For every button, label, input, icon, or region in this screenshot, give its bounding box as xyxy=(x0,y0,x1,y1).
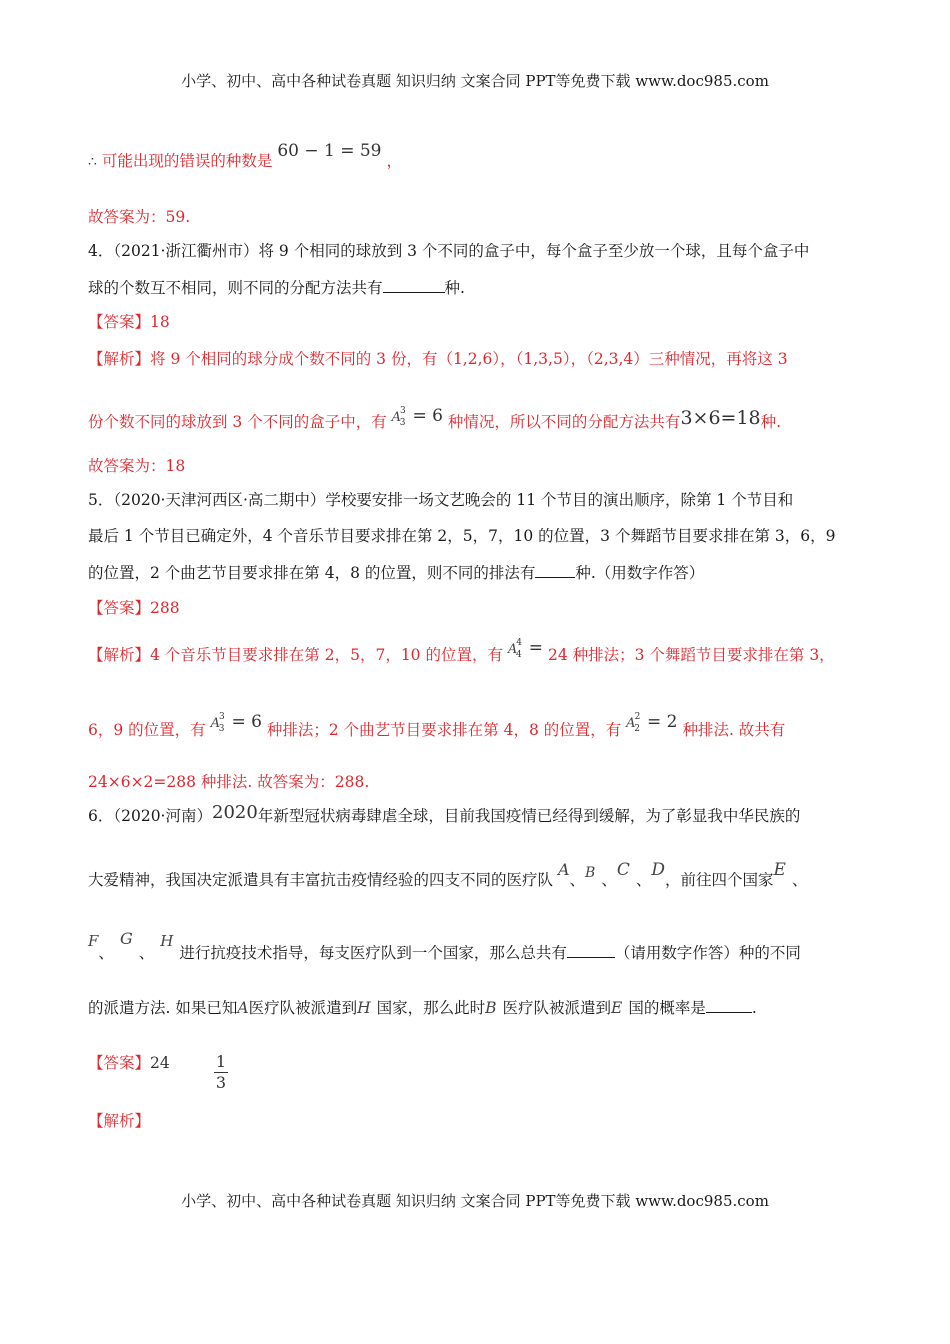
q5-analysis-label: 【解析】 xyxy=(88,646,151,664)
q5-answer-blank xyxy=(535,561,575,578)
q5-dance-formula: $A^3_3 = 6$ xyxy=(210,712,262,734)
q4-analysis-label: 【解析】 xyxy=(88,350,151,368)
fraction-numerator: 1 xyxy=(215,1052,227,1071)
q3-formula: 60 − 1 = 59 xyxy=(277,141,382,161)
q4-analysis-text1: 将 9 个相同的球分成个数不同的 3 份，有（1,2,6），（1,3,5），（2,3,4）三种情况，再将这 3 xyxy=(150,350,788,368)
q6-stem-prefix: 6．（2020·河南） xyxy=(88,807,212,825)
separator: 、 xyxy=(569,871,586,889)
q6-stem-line3 xyxy=(88,929,801,964)
q6-stem-text6: 的派遣方法. 如果已知 xyxy=(88,999,238,1017)
q5-answer-label: 【答案】 xyxy=(88,599,151,617)
q6-answer-value1: 24 xyxy=(150,1054,170,1072)
separator: 、 xyxy=(635,871,652,889)
q4-final-answer: 故答案为：18 xyxy=(88,457,186,475)
q6-period: . xyxy=(751,999,757,1017)
q6-answer-fraction xyxy=(214,1054,228,1091)
fraction-denominator: 3 xyxy=(215,1073,227,1092)
q4-answer-blank xyxy=(383,276,445,293)
q6-count-blank xyxy=(567,941,615,958)
team-a-ref: A xyxy=(237,999,249,1017)
q6-answer-label: 【答案】 xyxy=(88,1054,151,1072)
team-b: B xyxy=(585,865,596,881)
q3-conclusion xyxy=(88,141,402,173)
q6-probability-blank xyxy=(706,996,752,1013)
q6-stem-text2: 大爱精神，我国决定派遣具有丰富抗击疫情经验的四支不同的医疗队 xyxy=(88,871,554,889)
q6-stem-text3: ，前往四个国家 xyxy=(665,871,774,889)
q3-comma: ， xyxy=(386,152,402,170)
q6-stem-line2 xyxy=(88,860,808,892)
q6-stem-text9: 医疗队被派遣到 xyxy=(502,999,612,1017)
country-f: F xyxy=(88,932,99,950)
q5-analysis-line1 xyxy=(88,638,835,669)
q6-stem-line1 xyxy=(88,802,801,827)
separator: 、 xyxy=(98,944,114,962)
q4-stem-suffix: 种. xyxy=(444,279,465,297)
q5-analysis-text3: 6，9 的位置，有 xyxy=(88,721,206,739)
q6-analysis xyxy=(88,1110,150,1132)
team-c: C xyxy=(616,860,630,880)
q6-year: 2020 xyxy=(212,802,258,823)
q4-analysis-text2: 份个数不同的球放到 3 个不同的盒子中，有 xyxy=(88,413,387,431)
q4-analysis-text3: 种情况，所以不同的分配方法共有 xyxy=(447,413,681,431)
q5-analysis-text1: 4 个音乐节目要求排在第 2，5，7，10 的位置，有 xyxy=(150,646,503,664)
page-footer: 小学、初中、高中各种试卷真题 知识归纳 文案合同 PPT等免费下载 www.doc985.com xyxy=(181,1192,769,1210)
separator: 、 xyxy=(791,871,808,889)
therefore-symbol: ∴ xyxy=(88,154,97,170)
q5-opera-formula: $A^2_2 = 2$ xyxy=(626,712,678,734)
q6-stem-text5: （请用数字作答）种的不同 xyxy=(614,944,801,962)
q6-answer xyxy=(88,1052,170,1074)
q5-answer xyxy=(88,597,180,619)
separator: 、 xyxy=(138,944,155,962)
page-header: 小学、初中、高中各种试卷真题 知识归纳 文案合同 PPT等免费下载 www.doc985.com xyxy=(181,72,769,90)
q6-stem-line4 xyxy=(88,996,757,1019)
q4-analysis-text4: 种. xyxy=(760,413,782,431)
q5-analysis-line3: 24×6×2=288 种排法. 故答案为：288. xyxy=(88,773,370,791)
q5-stem-suffix: 种.（用数字作答） xyxy=(575,564,705,582)
q4-arrangement-formula: $A^3_3 = 6$ xyxy=(391,406,443,428)
q6-stem-text1: 年新型冠状病毒肆虐全球，目前我国疫情已经得到缓解，为了彰显我中华民族的 xyxy=(257,807,801,825)
q5-analysis-line2 xyxy=(88,712,786,744)
country-e-ref: E xyxy=(611,999,623,1017)
q6-stem-text4: 进行抗疫技术指导，每支医疗队到一个国家，那么总共有 xyxy=(179,944,567,962)
q6-stem-text8: 国家，那么此时 xyxy=(376,999,486,1017)
q4-stem-line2 xyxy=(88,276,465,299)
country-e: E xyxy=(773,860,786,880)
q3-text: 可能出现的错误的种数是 xyxy=(101,152,273,170)
q5-analysis-text4: 种排法；2 个曲艺节目要求排在第 4，8 的位置，有 xyxy=(266,721,622,739)
q5-music-formula: $A^4_4$ = xyxy=(507,638,544,660)
q4-answer-label: 【答案】 xyxy=(88,313,151,331)
team-a: A xyxy=(557,860,570,879)
q4-analysis-line1 xyxy=(88,348,788,370)
q5-stem-line3 xyxy=(88,561,704,584)
separator: 、 xyxy=(601,871,617,889)
country-h: H xyxy=(160,932,174,950)
q4-analysis-line2 xyxy=(88,406,782,436)
q4-stem-text: 球的个数互不相同，则不同的分配方法共有 xyxy=(88,279,383,297)
q3-final-answer: 故答案为：59. xyxy=(88,208,191,226)
q4-product-formula: 3×6=18 xyxy=(680,407,761,429)
q4-answer-value: 18 xyxy=(150,313,170,331)
q5-stem-line2: 最后 1 个节目已确定外，4 个音乐节目要求排在第 2，5，7，10 的位置，3 个舞蹈节目要求排在第 3，6，9 xyxy=(88,527,836,545)
team-b-ref: B xyxy=(485,999,497,1017)
q4-stem-line1: 4．（2021·浙江衢州市）将 9 个相同的球放到 3 个不同的盒子中，每个盒子至少放一个球，且每个盒子中 xyxy=(88,242,810,260)
q5-analysis-text2: 24 种排法；3 个舞蹈节目要求排在第 3， xyxy=(547,646,835,664)
q5-answer-value: 288 xyxy=(150,599,180,617)
q5-stem-line1: 5．（2020·天津河西区·高二期中）学校要安排一场文艺晚会的 11 个节目的演出顺序，除第 1 个节目和 xyxy=(88,491,794,509)
q6-stem-text7: 医疗队被派遣到 xyxy=(248,999,358,1017)
q6-stem-text10: 国的概率是 xyxy=(628,999,706,1017)
q4-answer xyxy=(88,311,170,333)
country-g: G xyxy=(119,929,133,948)
country-h-ref: H xyxy=(357,999,371,1017)
q5-stem-text: 的位置，2 个曲艺节目要求排在第 4，8 的位置，则不同的排法有 xyxy=(88,564,536,582)
team-d: D xyxy=(651,860,666,880)
q5-analysis-text5: 种排法. 故共有 xyxy=(682,721,786,739)
q6-analysis-label: 【解析】 xyxy=(88,1112,151,1130)
